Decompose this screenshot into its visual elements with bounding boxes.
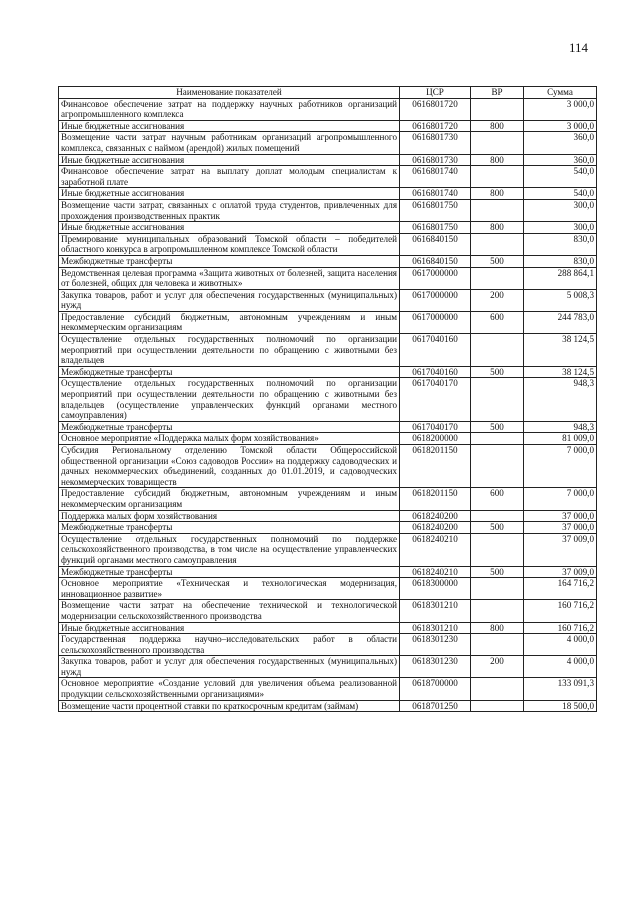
row-sum-cell: 288 864,1 <box>524 267 597 289</box>
row-name-cell: Предоставление субсидий бюджетным, автономным учреждениям и иным некоммерческим организациям <box>59 311 400 333</box>
table-row <box>59 656 597 678</box>
row-vr-cell <box>471 166 524 188</box>
row-vr-cell <box>471 233 524 255</box>
row-sum-cell: 160 716,2 <box>524 622 597 634</box>
row-csr-cell: 0616801730 <box>400 132 471 154</box>
row-csr-cell: 0618240210 <box>400 533 471 566</box>
row-sum-cell: 133 091,3 <box>524 678 597 700</box>
row-name-cell: Межбюджетные трансферты <box>59 421 400 433</box>
table-row <box>59 120 597 132</box>
row-name-cell: Иные бюджетные ассигнования <box>59 622 400 634</box>
table-header-row <box>59 87 597 99</box>
row-vr-cell <box>471 445 524 488</box>
table-row <box>59 366 597 378</box>
row-name-cell: Поддержка малых форм хозяйствования <box>59 510 400 522</box>
row-csr-cell: 0617040160 <box>400 334 471 367</box>
row-sum-cell: 164 716,2 <box>524 578 597 600</box>
row-vr-cell <box>471 267 524 289</box>
row-sum-cell: 830,0 <box>524 233 597 255</box>
row-name-cell: Основное мероприятие «Техническая и технологическая модернизация, инновационное развитие» <box>59 578 400 600</box>
table-row <box>59 311 597 333</box>
row-vr-cell <box>471 600 524 622</box>
table-row <box>59 267 597 289</box>
row-vr-cell <box>471 132 524 154</box>
row-name-cell: Иные бюджетные ассигнования <box>59 188 400 200</box>
row-csr-cell: 0617040170 <box>400 378 471 421</box>
row-name-cell: Межбюджетные трансферты <box>59 366 400 378</box>
table-row <box>59 154 597 166</box>
row-csr-cell: 0618240210 <box>400 566 471 578</box>
row-csr-cell: 0618701250 <box>400 700 471 712</box>
row-csr-cell: 0616801740 <box>400 166 471 188</box>
row-vr-cell <box>471 578 524 600</box>
row-csr-cell: 0618301230 <box>400 634 471 656</box>
row-sum-cell: 37 000,0 <box>524 522 597 534</box>
row-sum-cell: 3 000,0 <box>524 120 597 132</box>
row-vr-cell: 200 <box>471 656 524 678</box>
table-row <box>59 578 597 600</box>
row-name-cell: Осуществление отдельных государственных полномочий по организации мероприятий при осуществлении деятельности по обращению с животными без владельцев (осуществление управленческих функций органами местного самоуправления) <box>59 378 400 421</box>
row-name-cell: Государственная поддержка научно–исследовательских работ в области сельскохозяйственного производства <box>59 634 400 656</box>
header-csr: ЦСР <box>400 87 471 99</box>
row-sum-cell: 4 000,0 <box>524 656 597 678</box>
row-csr-cell: 0618201150 <box>400 445 471 488</box>
row-vr-cell: 800 <box>471 188 524 200</box>
row-vr-cell: 500 <box>471 366 524 378</box>
row-name-cell: Предоставление субсидий бюджетным, автономным учреждениям и иным некоммерческим организациям <box>59 488 400 510</box>
row-csr-cell: 0618301230 <box>400 656 471 678</box>
row-name-cell: Возмещение части затрат научным работникам организаций агропромышленного комплекса, связанных с наймом (арендой) жилых помещений <box>59 132 400 154</box>
row-vr-cell <box>471 433 524 445</box>
row-vr-cell <box>471 634 524 656</box>
row-csr-cell: 0618301210 <box>400 600 471 622</box>
row-name-cell: Возмещение части затрат на обеспечение технической и технологической модернизации сельскохозяйственного производства <box>59 600 400 622</box>
row-sum-cell: 540,0 <box>524 166 597 188</box>
row-csr-cell: 0617040160 <box>400 366 471 378</box>
table-row <box>59 488 597 510</box>
row-csr-cell: 0618200000 <box>400 433 471 445</box>
row-name-cell: Закупка товаров, работ и услуг для обеспечения государственных (муниципальных) нужд <box>59 289 400 311</box>
row-vr-cell: 800 <box>471 154 524 166</box>
row-csr-cell: 0616801720 <box>400 120 471 132</box>
row-csr-cell: 0618301210 <box>400 622 471 634</box>
table-row <box>59 700 597 712</box>
row-name-cell: Осуществление отдельных государственных полномочий по поддержке сельскохозяйственного производства, в том числе на осуществление управленческих функций органами местного самоуправления <box>59 533 400 566</box>
row-name-cell: Финансовое обеспечение затрат на выплату доплат молодым специалистам к заработной плате <box>59 166 400 188</box>
row-name-cell: Финансовое обеспечение затрат на поддержку научных работников организаций агропромышленного комплекса <box>59 98 400 120</box>
row-vr-cell: 800 <box>471 120 524 132</box>
row-sum-cell: 948,3 <box>524 421 597 433</box>
row-sum-cell: 830,0 <box>524 255 597 267</box>
row-sum-cell: 3 000,0 <box>524 98 597 120</box>
row-sum-cell: 360,0 <box>524 154 597 166</box>
table-row <box>59 199 597 221</box>
row-csr-cell: 0618700000 <box>400 678 471 700</box>
row-name-cell: Иные бюджетные ассигнования <box>59 120 400 132</box>
page-number: 114 <box>568 40 588 55</box>
row-sum-cell: 244 783,0 <box>524 311 597 333</box>
row-name-cell: Межбюджетные трансферты <box>59 522 400 534</box>
row-vr-cell <box>471 199 524 221</box>
table-row <box>59 233 597 255</box>
row-vr-cell <box>471 378 524 421</box>
row-vr-cell <box>471 510 524 522</box>
row-vr-cell: 800 <box>471 222 524 234</box>
row-vr-cell: 600 <box>471 488 524 510</box>
table-row <box>59 289 597 311</box>
row-name-cell: Иные бюджетные ассигнования <box>59 154 400 166</box>
row-name-cell: Премирование муниципальных образований Томской области – победителей областного конкурса в агропромышленном комплексе Томской области <box>59 233 400 255</box>
row-sum-cell: 37 000,0 <box>524 510 597 522</box>
row-sum-cell: 300,0 <box>524 222 597 234</box>
row-vr-cell: 500 <box>471 421 524 433</box>
row-csr-cell: 0616840150 <box>400 233 471 255</box>
row-csr-cell: 0618240200 <box>400 510 471 522</box>
row-sum-cell: 7 000,0 <box>524 488 597 510</box>
row-csr-cell: 0618240200 <box>400 522 471 534</box>
row-sum-cell: 38 124,5 <box>524 366 597 378</box>
table-row <box>59 132 597 154</box>
row-csr-cell: 0618300000 <box>400 578 471 600</box>
table-row <box>59 522 597 534</box>
table-row <box>59 98 597 120</box>
row-sum-cell: 81 009,0 <box>524 433 597 445</box>
row-vr-cell <box>471 533 524 566</box>
row-vr-cell <box>471 678 524 700</box>
budget-table <box>58 86 597 712</box>
table-row <box>59 634 597 656</box>
row-sum-cell: 7 000,0 <box>524 445 597 488</box>
table-row <box>59 334 597 367</box>
row-sum-cell: 5 008,3 <box>524 289 597 311</box>
row-sum-cell: 38 124,5 <box>524 334 597 367</box>
row-sum-cell: 160 716,2 <box>524 600 597 622</box>
row-csr-cell: 0617040170 <box>400 421 471 433</box>
table-row <box>59 255 597 267</box>
row-csr-cell: 0616801730 <box>400 154 471 166</box>
header-name: Наименование показателей <box>59 87 400 99</box>
table-row <box>59 421 597 433</box>
row-vr-cell: 500 <box>471 522 524 534</box>
row-name-cell: Иные бюджетные ассигнования <box>59 222 400 234</box>
table-row <box>59 188 597 200</box>
table-body <box>59 98 597 712</box>
table-row <box>59 166 597 188</box>
row-csr-cell: 0618201150 <box>400 488 471 510</box>
row-vr-cell: 500 <box>471 566 524 578</box>
row-vr-cell: 200 <box>471 289 524 311</box>
row-name-cell: Закупка товаров, работ и услуг для обеспечения государственных (муниципальных) нужд <box>59 656 400 678</box>
row-vr-cell: 600 <box>471 311 524 333</box>
row-csr-cell: 0617000000 <box>400 289 471 311</box>
table-row <box>59 533 597 566</box>
row-sum-cell: 540,0 <box>524 188 597 200</box>
table-row <box>59 678 597 700</box>
row-sum-cell: 37 009,0 <box>524 533 597 566</box>
row-csr-cell: 0616840150 <box>400 255 471 267</box>
row-vr-cell: 800 <box>471 622 524 634</box>
header-vr: ВР <box>471 87 524 99</box>
row-name-cell: Основное мероприятие «Поддержка малых форм хозяйствования» <box>59 433 400 445</box>
row-csr-cell: 0617000000 <box>400 267 471 289</box>
row-csr-cell: 0616801720 <box>400 98 471 120</box>
row-name-cell: Ведомственная целевая программа «Защита животных от болезней, защита населения от болезней, общих для человека и животных» <box>59 267 400 289</box>
row-name-cell: Межбюджетные трансферты <box>59 255 400 267</box>
row-sum-cell: 37 009,0 <box>524 566 597 578</box>
row-name-cell: Возмещение части затрат, связанных с оплатой труда студентов, привлеченных для прохождения производственных практик <box>59 199 400 221</box>
row-name-cell: Субсидия Региональному отделению Томской области Общероссийской общественной организации «Союз садоводов России» на поддержку садоводческих и дачных некоммерческих объединений, созданных до 01.01.2019, и садоводческих некоммерческих товариществ <box>59 445 400 488</box>
row-sum-cell: 360,0 <box>524 132 597 154</box>
row-sum-cell: 4 000,0 <box>524 634 597 656</box>
table-row <box>59 510 597 522</box>
table-row <box>59 378 597 421</box>
table-row <box>59 622 597 634</box>
row-name-cell: Возмещение части процентной ставки по краткосрочным кредитам (займам) <box>59 700 400 712</box>
row-name-cell: Межбюджетные трансферты <box>59 566 400 578</box>
table-row <box>59 445 597 488</box>
row-vr-cell <box>471 334 524 367</box>
row-csr-cell: 0616801750 <box>400 222 471 234</box>
row-vr-cell <box>471 700 524 712</box>
row-name-cell: Осуществление отдельных государственных полномочий по организации мероприятий при осуществлении деятельности по обращению с животными без владельцев <box>59 334 400 367</box>
row-sum-cell: 18 500,0 <box>524 700 597 712</box>
row-vr-cell: 500 <box>471 255 524 267</box>
table-row <box>59 433 597 445</box>
row-csr-cell: 0617000000 <box>400 311 471 333</box>
table-row <box>59 600 597 622</box>
row-name-cell: Основное мероприятие «Создание условий для увеличения объема реализованной продукции сельскохозяйственными организациями» <box>59 678 400 700</box>
row-sum-cell: 948,3 <box>524 378 597 421</box>
table-row <box>59 222 597 234</box>
row-sum-cell: 300,0 <box>524 199 597 221</box>
table-row <box>59 566 597 578</box>
row-vr-cell <box>471 98 524 120</box>
row-csr-cell: 0616801750 <box>400 199 471 221</box>
row-csr-cell: 0616801740 <box>400 188 471 200</box>
header-sum: Сумма <box>524 87 597 99</box>
